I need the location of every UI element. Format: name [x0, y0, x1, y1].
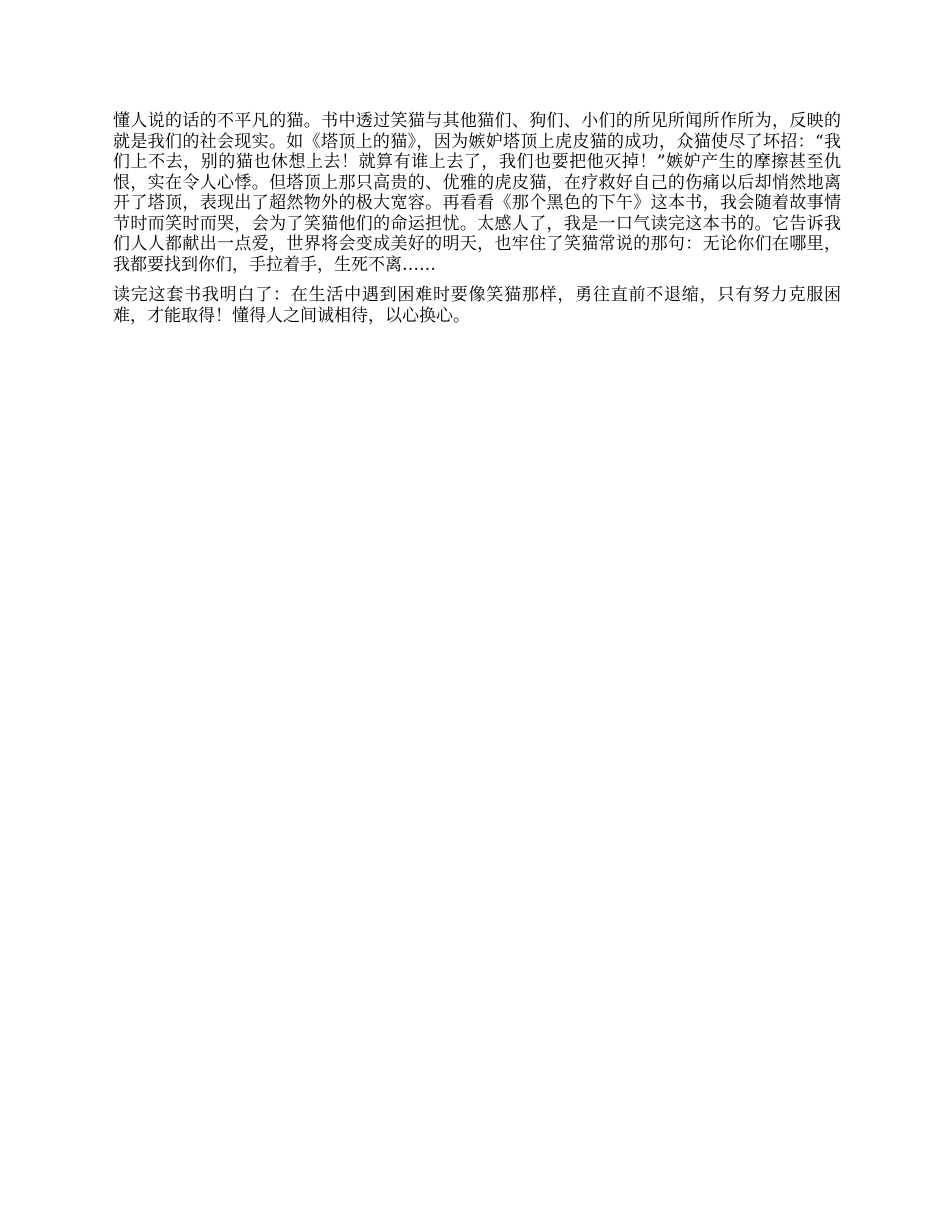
- paragraph-2: 读完这套书我明白了：在生活中遇到困难时要像笑猫那样，勇往直前不退缩，只有努力克服困难，才能取得！懂得人之间诚相待，以心换心。: [113, 285, 841, 326]
- paragraph-1: 懂人说的话的不平凡的猫。书中透过笑猫与其他猫们、狗们、小们的所见所闻所作所为，反映的就是我们的社会现实。如《塔顶上的猫》，因为嫉妒塔顶上虎皮猫的成功，众猫使尽了坏招：“我们上不去，别的猫也休想上去！就算有谁上去了，我们也要把他灭掉！”嫉妒产生的摩擦甚至仇恨，实在令人心悸。但塔顶上那只高贵的、优雅的虎皮猫，在疗救好自己的伤痛以后却悄然地离开了塔顶，表现出了超然物外的极大宽容。再看看《那个黑色的下午》这本书，我会随着故事情节时而笑时而哭，会为了笑猫他们的命运担忧。太感人了，我是一口气读完这本书的。它告诉我们人人都献出一点爱，世界将会变成美好的明天，也牢住了笑猫常说的那句：无论你们在哪里，我都要找到你们，手拉着手，生死不离……: [113, 111, 841, 275]
- document-body: [113, 111, 841, 326]
